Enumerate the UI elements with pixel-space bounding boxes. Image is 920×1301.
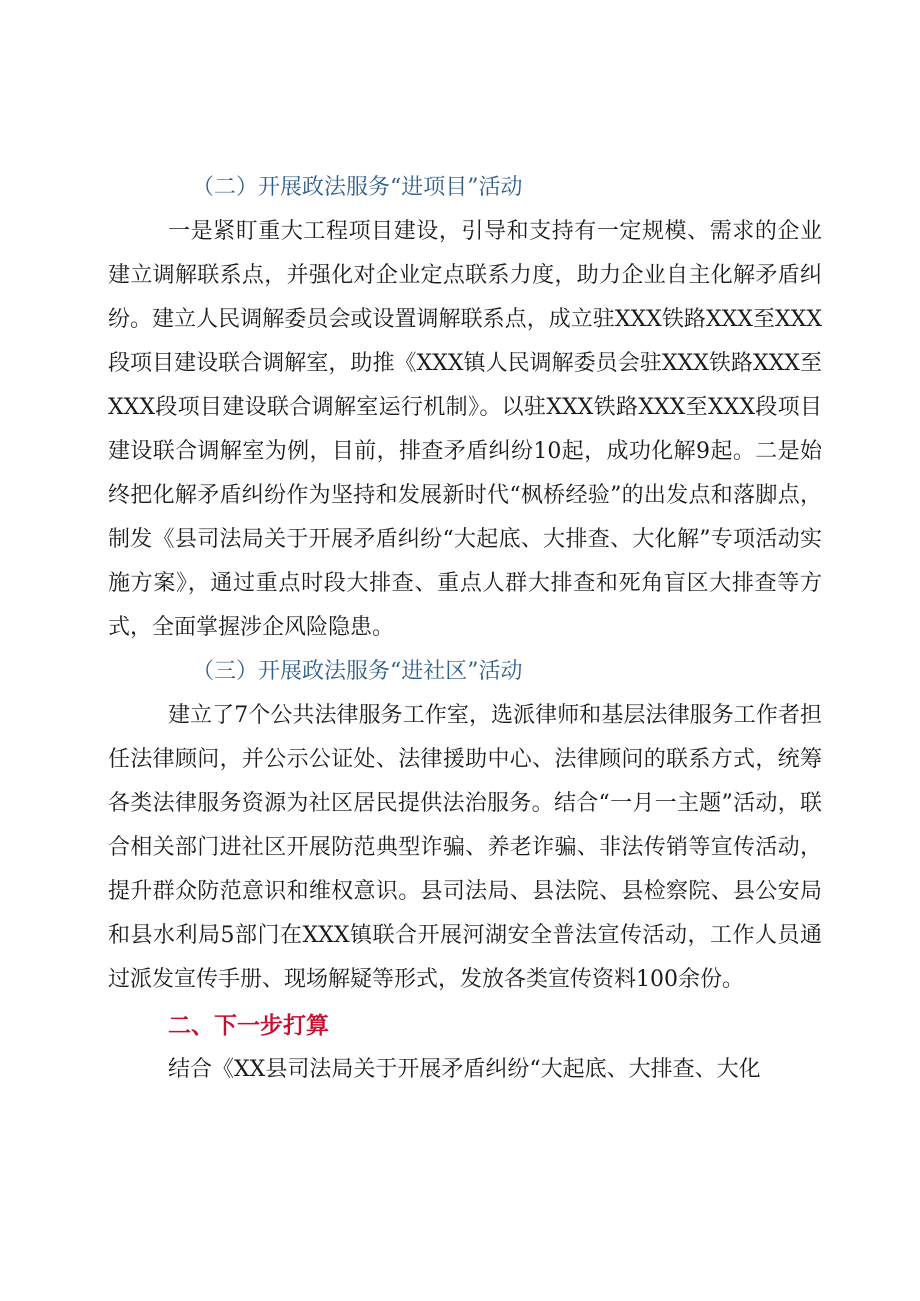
document-body	[108, 166, 822, 1092]
section-heading-project-service: （二）开展政法服务“进项目”活动	[192, 175, 523, 200]
paragraph-next-steps: 结合《XX县司法局关于开展矛盾纠纷“大起底、大排查、大化	[168, 1057, 761, 1082]
paragraph-community-service: 建立了7个公共法律服务工作室，选派律师和基层法律服务工作者担任法律顾问，并公示公证处、法律援助中心、法律顾问的联系方式，统筹各类法律服务资源为社区居民提供法治服务。结合“一月一主题”活动，联合相关部门进社区开展防范典型诈骗、养老诈骗、非法传销等宣传活动，提升群众防范意识和维权意识。县司法局、县法院、县检察院、县公安局和县水利局5部门在XXX镇联合开展河湖安全普法宣传活动，工作人员通过派发宣传手册、现场解疑等形式，发放各类宣传资料100余份。	[108, 703, 822, 992]
section-heading-next-steps: 二、下一步打算	[168, 1013, 329, 1039]
section-heading-community-service: （三）开展政法服务“进社区”活动	[192, 659, 523, 684]
paragraph-project-service: 一是紧盯重大工程项目建设，引导和支持有一定规模、需求的企业建立调解联系点，并强化对企业定点联系力度，助力企业自主化解矛盾纠纷。建立人民调解委员会或设置调解联系点，成立驻XXX铁路XXX至XXX段项目建设联合调解室，助推《XXX镇人民调解委员会驻XXX铁路XXX至XXX段项目建设联合调解室运行机制》。以驻XXX铁路XXX至XXX段项目建设联合调解室为例，目前，排查矛盾纠纷10起，成功化解9起。二是始终把化解矛盾纠纷作为坚持和发展新时代“枫桥经验”的出发点和落脚点，制发《县司法局关于开展矛盾纠纷“大起底、大排查、大化解”专项活动实施方案》，通过重点时段大排查、重点人群大排查和死角盲区大排查等方式，全面掌握涉企风险隐患。	[108, 219, 822, 640]
